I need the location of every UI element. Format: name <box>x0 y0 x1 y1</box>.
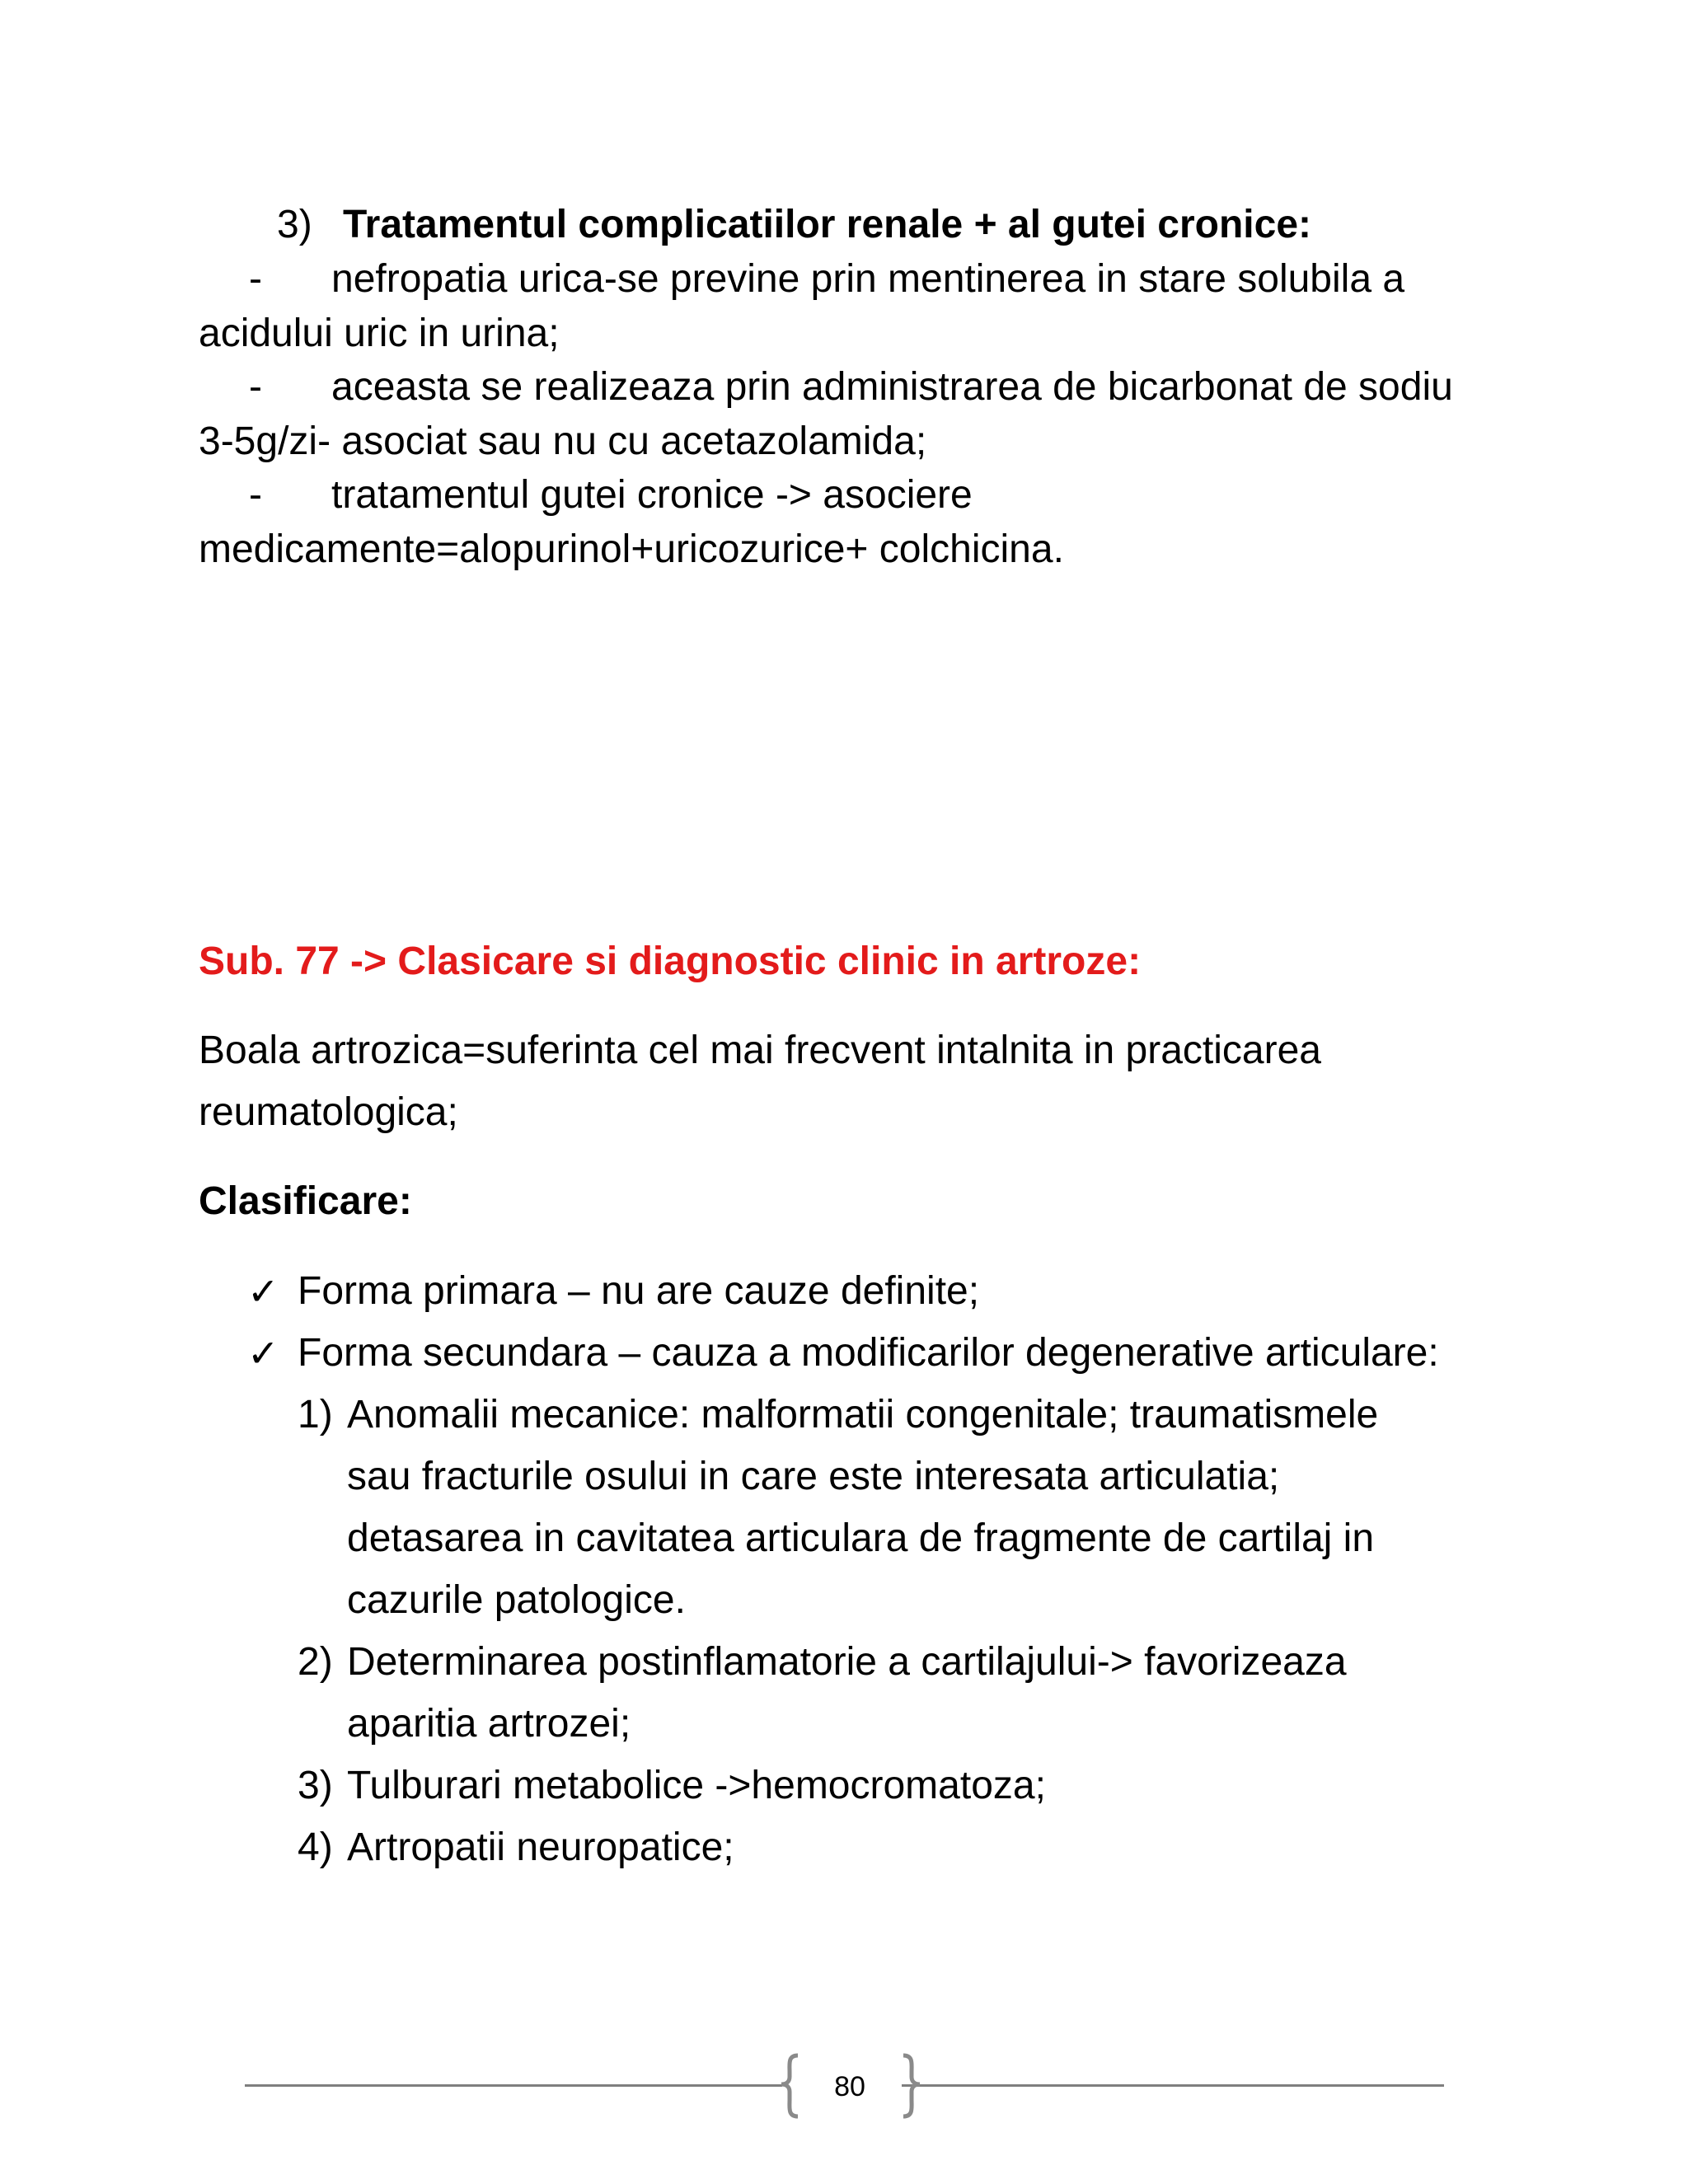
numbered-item-number: 2) <box>298 1640 333 1684</box>
checkmark-icon: ✓ <box>247 1269 279 1314</box>
numbered-item-text: sau fracturile osului in care este interesata articulatia; <box>347 1455 1280 1498</box>
numbered-item-number: 1) <box>298 1393 333 1436</box>
check-item-text: Forma secundara – cauza a modificarilor degenerative articulare: <box>298 1331 1439 1375</box>
numbered-item-text: Tulburari metabolice ->hemocromatoza; <box>347 1764 1046 1807</box>
subject-title: Sub. 77 -> Clasicare si diagnostic clinic in artroze: <box>199 940 1142 983</box>
numbered-item-text: Determinarea postinflamatorie a cartilajului-> favorizeaza <box>347 1640 1347 1684</box>
numbered-item-number: 3) <box>298 1764 333 1807</box>
numbered-item-text: Anomalii mecanice: malformatii congenitale; traumatismele <box>347 1393 1379 1436</box>
intro-text-cont: reumatologica; <box>199 1090 458 1134</box>
bullet-text-cont: 3-5g/zi- asociat sau nu cu acetazolamida; <box>199 419 927 463</box>
bullet-text: tratamentul gutei cronice -> asociere <box>331 473 973 517</box>
classification-heading: Clasificare: <box>199 1179 412 1223</box>
numbered-item-text: Artropatii neuropatice; <box>347 1825 734 1869</box>
check-item-text: Forma primara – nu are cauze definite; <box>298 1269 980 1313</box>
page-number: 80 <box>834 2071 865 2102</box>
bullet-text-cont: medicamente=alopurinol+uricozurice+ colchicina. <box>199 527 1064 571</box>
bullet-text-cont: acidului uric in urina; <box>199 312 560 355</box>
footer-rule-left <box>245 2084 782 2087</box>
numbered-item-text: cazurile patologice. <box>347 1578 686 1622</box>
section-number: 3) <box>277 203 312 246</box>
footer-rule-right <box>902 2084 1444 2087</box>
bullet-marker: - <box>249 365 262 409</box>
numbered-item-text: aparitia artrozei; <box>347 1702 631 1746</box>
intro-text: Boala artrozica=suferinta cel mai frecvent intalnita in practicarea <box>199 1029 1321 1072</box>
bullet-text: nefropatia urica-se previne prin mentinerea in stare solubila a <box>331 257 1405 301</box>
section-heading: Tratamentul complicatiilor renale + al gutei cronice: <box>343 203 1312 246</box>
bullet-marker: - <box>249 473 262 517</box>
numbered-item-text: detasarea in cavitatea articulara de fragmente de cartilaj in <box>347 1516 1375 1560</box>
numbered-item-number: 4) <box>298 1825 333 1869</box>
checkmark-icon: ✓ <box>247 1331 279 1376</box>
bullet-text: aceasta se realizeaza prin administrarea de bicarbonat de sodiu <box>331 365 1453 409</box>
bullet-marker: - <box>249 257 262 301</box>
